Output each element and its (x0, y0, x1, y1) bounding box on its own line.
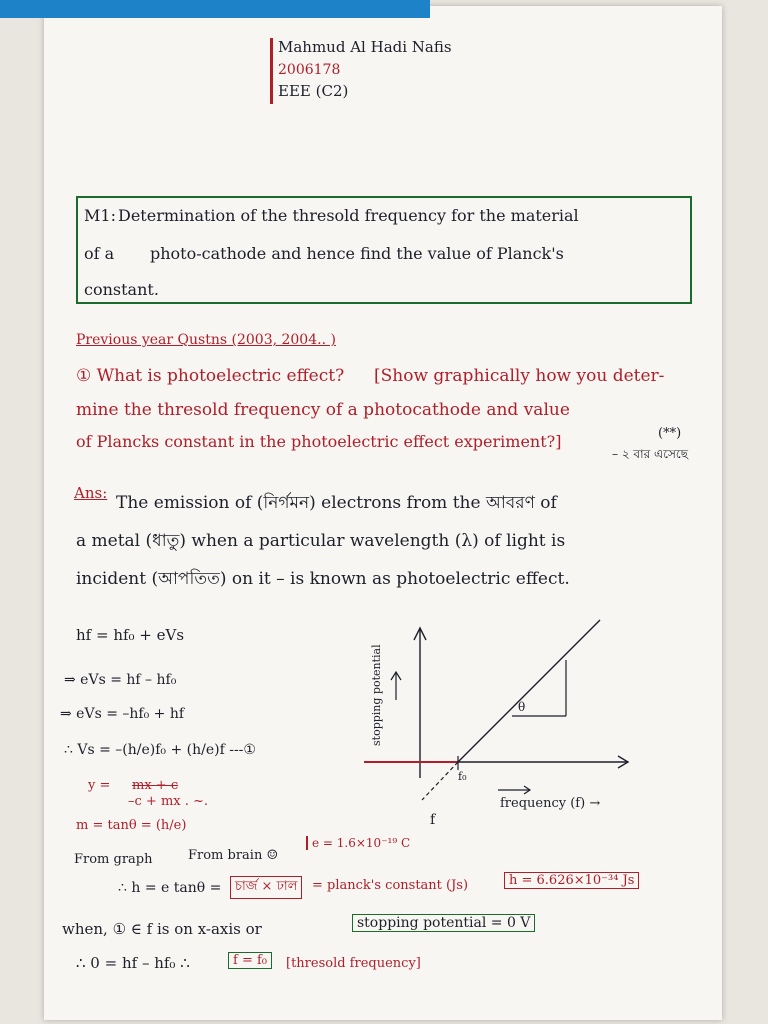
eq-2: ⇒ eVs = hf – hf₀ (64, 672, 177, 688)
question-line-2: mine the thresold frequency of a photocathode and value (76, 400, 570, 420)
eq-5b: mx + c (132, 778, 179, 793)
title-line-2a: of a (84, 244, 115, 263)
eq-7: m = tanθ = (h/e) (76, 818, 187, 833)
eq-11b: চার্জ × ঢাল (230, 876, 302, 899)
title-line-2b: photo-cathode and hence find the value of Planck's (150, 244, 564, 263)
graph-theta-label: θ (518, 700, 526, 714)
eq-1: hf = hf₀ + eVs (76, 626, 185, 644)
title-line-3: constant. (84, 280, 159, 299)
answer-line-2: a metal (ধাতু) when a particular wavelength (λ) of light is (76, 531, 566, 551)
eq-5a: y = (88, 778, 111, 793)
question-line-1a: ① What is photoelectric effect? (76, 366, 345, 386)
student-name: Mahmud Al Hadi Nafis (278, 38, 452, 56)
question-stars: (**) (658, 426, 682, 441)
answer-line-3: incident (আপতিত) on it – is known as photoelectric effect. (76, 569, 570, 589)
answer-label: Ans: (74, 484, 108, 502)
eq-9: From brain ☺ (188, 848, 279, 863)
eq-11c: = planck's constant (Js) (312, 878, 469, 893)
graph-ylabel: stopping potential (370, 644, 383, 746)
student-id: 2006178 (278, 62, 341, 78)
eq-13c: [thresold frequency] (286, 956, 421, 971)
title-label: M1: (84, 206, 116, 225)
previous-year-label: Previous year Qustns (2003, 2004.. ) (76, 332, 336, 348)
graph-f0-label: f₀ (458, 770, 467, 783)
eq-3: ⇒ eVs = –hf₀ + hf (60, 706, 185, 722)
question-line-3: of Plancks constant in the photoelectric effect experiment?] (76, 432, 562, 451)
question-line-1b: [Show graphically how you deter- (374, 366, 665, 386)
eq-6: –c + mx . ~. (128, 794, 209, 809)
eq-12a: when, ① ∈ f is on x-axis or (62, 920, 262, 938)
eq-13b: f = f₀ (228, 952, 272, 969)
graph-f-label: f (430, 812, 436, 828)
eq-11d: h = 6.626×10⁻³⁴ Js (504, 872, 639, 889)
eq-11a: ∴ h = e tanθ = (118, 880, 222, 896)
eq-12b: stopping potential = 0 V (352, 914, 535, 932)
eq-8: From graph (74, 852, 153, 867)
eq-10: e = 1.6×10⁻¹⁹ C (306, 836, 410, 850)
eq-4: ∴ Vs = –(h/e)f₀ + (h/e)f ---① (64, 742, 256, 758)
question-note: – ২ বার এসেছে (612, 447, 688, 461)
title-line-1: Determination of the thresold frequency for the material (118, 206, 579, 225)
graph-xlabel: frequency (f) → (500, 796, 601, 811)
eq-13a: ∴ 0 = hf – hf₀ ∴ (76, 954, 190, 972)
answer-line-1: The emission of (নির্গমন) electrons from the আবরণ of (116, 493, 557, 513)
student-dept: EEE (C2) (278, 82, 349, 100)
